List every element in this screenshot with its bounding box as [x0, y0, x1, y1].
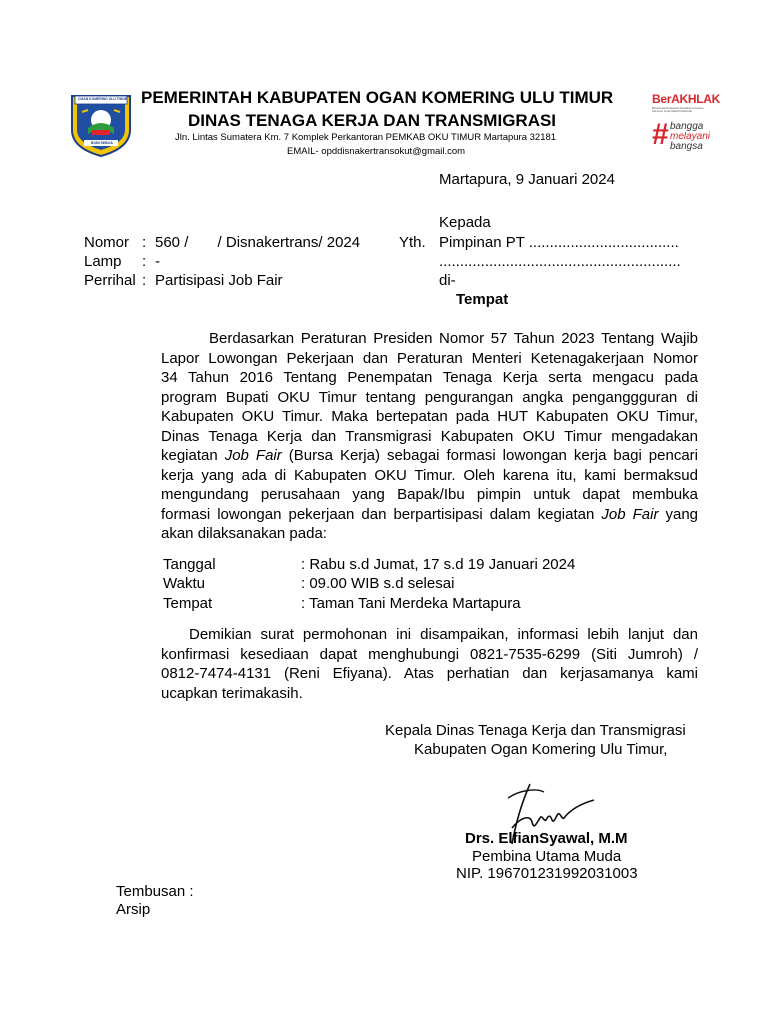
job-fair-italic: Job Fair — [224, 447, 282, 464]
closing-paragraph — [161, 625, 698, 703]
tembusan-label: Tembusan : — [116, 883, 194, 900]
perihal-colon: : — [142, 272, 147, 289]
melayani-text: melayani — [670, 131, 711, 142]
schedule-label-tanggal: Tanggal — [163, 556, 216, 573]
header-line-1: PEMERINTAH KABUPATEN OGAN KOMERING ULU TIMUR — [141, 88, 614, 107]
logo-footer-text: BUMI SEBIJA — [91, 140, 113, 145]
di-label: di- — [439, 272, 456, 289]
body-line-9: mengundang perusahaan yang Bapak/Ibu pimpin untuk dapat membuka — [161, 486, 698, 503]
schedule-value-tanggal: : Rabu s.d Jumat, 17 s.d 19 Januari 2024 — [301, 556, 576, 573]
body-line-2: Lapor Lowongan Pekerjaan dan Peraturan Menteri Ketenagakerjaan Nomor — [161, 349, 698, 367]
recipient-line-1: Pimpinan PT .................................... — [439, 234, 679, 251]
closing-line-3: 0812-7474-4131 (Reni Efiyana). Atas perhatian dan kerjasamanya kami — [161, 665, 698, 682]
lamp-label: Lamp — [84, 253, 122, 270]
schedule-label-tempat: Tempat — [163, 595, 213, 612]
perihal-label: Perrihal — [84, 272, 136, 289]
closing-line-4: ucapkan terimakasih. — [161, 684, 303, 702]
body-line-11: akan dilaksanakan pada: — [161, 525, 327, 542]
schedule-value-tempat: : Taman Tani Merdeka Martapura — [301, 595, 521, 612]
logo-banner-text: OGAN KOMERING ULU TIMUR — [78, 97, 128, 101]
schedule-value-waktu: : 09.00 WIB s.d selesai — [301, 575, 455, 592]
body-line-4: program Bupati OKU Timur tentang pengurangan angka penganggguran di — [161, 388, 698, 406]
tembusan-item: Arsip — [116, 901, 151, 918]
body-line-1: Berdasarkan Peraturan Presiden Nomor 57 Tahun 2023 Tentang Wajib — [209, 330, 698, 347]
lamp-value: - — [155, 253, 160, 270]
schedule-label-waktu: Waktu — [163, 575, 205, 592]
header-email: EMAIL- opddisnakertransokut@gmail.com — [287, 146, 466, 157]
kepada-label: Kepada — [439, 214, 491, 231]
signature-title-1: Kepala Dinas Tenaga Kerja dan Transmigrasi — [385, 722, 686, 739]
tempat-label: Tempat — [456, 291, 509, 308]
signatory-name: Drs. ElfianSyawal, M.M — [465, 830, 628, 847]
bangga-text: bangga — [670, 121, 704, 132]
header-line-2: DINAS TENAGA KERJA DAN TRANSMIGRASI — [188, 111, 557, 130]
lamp-colon: : — [142, 253, 147, 270]
body-line-10: formasi lowongan pekerjaan dan berpartisipasi dalam kegiatan Job Fair yang — [161, 505, 699, 523]
signatory-rank: Pembina Utama Muda — [472, 848, 622, 865]
recipient-line-2: .......................................................... — [439, 253, 681, 270]
berakhlak-tagline: Berorientasi Pelayanan Akuntabel Kompeten Harmonis Loyal Adaptif Kolaboratif — [652, 107, 704, 113]
signature-title-2: Kabupaten Ogan Komering Ulu Timur, — [414, 741, 668, 758]
closing-line-1: Demikian surat permohonan ini disampaikan, informasi lebih lanjut dan — [189, 626, 698, 643]
berakhlak-logo — [652, 92, 722, 113]
logo — [68, 88, 134, 158]
nomor-label: Nomor — [84, 234, 130, 251]
perihal-value: Partisipasi Job Fair — [155, 272, 283, 289]
hash-icon: # — [652, 118, 669, 151]
body-line-5: Kabupaten OKU Timur. Maka bertepatan pada HUT Kabupaten OKU Timur, — [161, 408, 698, 425]
body-line-7: kegiatan Job Fair (Bursa Kerja) sebagai formasi lowongan kerja bagi pencari — [161, 447, 698, 464]
letter-date: Martapura, 9 Januari 2024 — [439, 171, 615, 188]
body-line-6: Dinas Tenaga Kerja dan Transmigrasi Kabupaten OKU Timur mengadakan — [161, 427, 698, 445]
header-address: Jln. Lintas Sumatera Km. 7 Komplek Perkantoran PEMKAB OKU TIMUR Martapura 32181 — [175, 132, 557, 143]
body-line-8: kerja yang ada di Kabupaten OKU Timur. Oleh karena itu, kami bermaksud — [161, 466, 698, 484]
bangsa-text: bangsa — [670, 141, 703, 152]
nomor-colon: : — [142, 234, 147, 251]
bangga-melayani-logo — [652, 118, 722, 158]
job-fair-italic: Job Fair — [601, 505, 659, 523]
berakhlak-text: BerAKHLAK — [652, 92, 720, 106]
closing-line-2: konfirmasi kesediaan dapat menghubungi 0821-7535-6299 (Siti Jumroh) / — [161, 645, 698, 663]
nomor-value: 560 / / Disnakertrans/ 2024 — [155, 234, 361, 251]
signatory-nip: NIP. 196701231992031003 — [456, 865, 638, 882]
yth-label: Yth. — [399, 234, 426, 251]
body-paragraph — [161, 329, 698, 544]
body-line-3: 34 Tahun 2016 Tentang Penempatan Tenaga Kerja serta mengacu pada — [161, 369, 698, 386]
